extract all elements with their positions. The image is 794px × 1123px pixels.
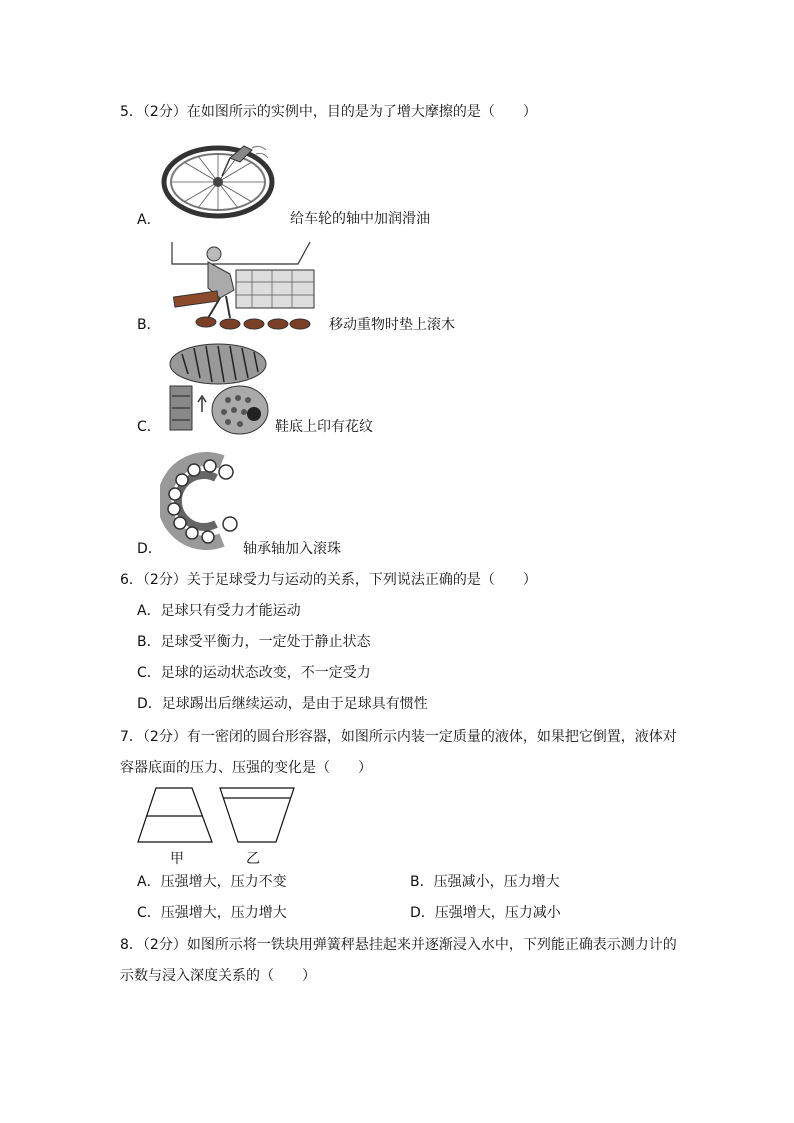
q7-label-yi: 乙: [246, 851, 260, 867]
q5-option-b-caption: 移动重物时垫上滚木: [329, 317, 455, 333]
q7-label-jia: 甲: [170, 851, 184, 867]
q6-option-c: C．足球的运动状态改变，不一定受力: [137, 665, 371, 681]
q6-option-a: A．足球只有受力才能运动: [137, 603, 301, 619]
q8-stem-line2: 示数与浸入深度关系的（ ）: [120, 968, 316, 984]
container-yi: [220, 788, 294, 842]
q7-option-b: B．压强减小，压力增大: [410, 874, 560, 890]
q5-option-d-caption: 轴承轴加入滚珠: [243, 541, 341, 557]
q6-option-b: B．足球受平衡力，一定处于静止状态: [137, 634, 371, 650]
q5-option-d-letter: D．: [137, 541, 162, 557]
container-jia: [138, 788, 212, 842]
q5-option-a-letter: A．: [137, 212, 161, 228]
q5-option-a-caption: 给车轮的轴中加润滑油: [290, 211, 430, 227]
q7-option-d: D．压强增大，压力减小: [410, 905, 561, 921]
q8-stem-line1: 8．（2分）如图所示将一铁块用弹簧秤悬挂起来并逐渐浸入水中，下列能正确表示测力计的: [120, 937, 677, 953]
q5-option-a-image: [160, 138, 288, 220]
q5-stem: 5．（2分）在如图所示的实例中，目的是为了增大摩擦的是（ ）: [120, 104, 537, 120]
q5-option-c-caption: 鞋底上印有花纹: [275, 419, 373, 435]
q7-option-a: A．压强增大，压力不变: [137, 874, 287, 890]
q6-stem: 6．（2分）关于足球受力与运动的关系，下列说法正确的是（ ）: [120, 572, 537, 588]
q5-option-c-letter: C．: [137, 419, 161, 435]
q6-option-d: D．足球踢出后继续运动，是由于足球具有惯性: [137, 696, 428, 712]
q7-container-figure: [136, 786, 296, 846]
q5-option-b-image: [168, 238, 318, 332]
q7-stem-line1: 7．（2分）有一密闭的圆台形容器，如图所示内装一定质量的液体，如果把它倒置，液体对: [120, 729, 677, 745]
q7-option-c: C．压强增大，压力增大: [137, 905, 287, 921]
q5-option-d-image: [160, 452, 242, 550]
q5-option-b-letter: B．: [137, 317, 161, 333]
q5-option-c-image: [168, 342, 270, 436]
q7-stem-line2: 容器底面的压力、压强的变化是（ ）: [120, 760, 372, 776]
